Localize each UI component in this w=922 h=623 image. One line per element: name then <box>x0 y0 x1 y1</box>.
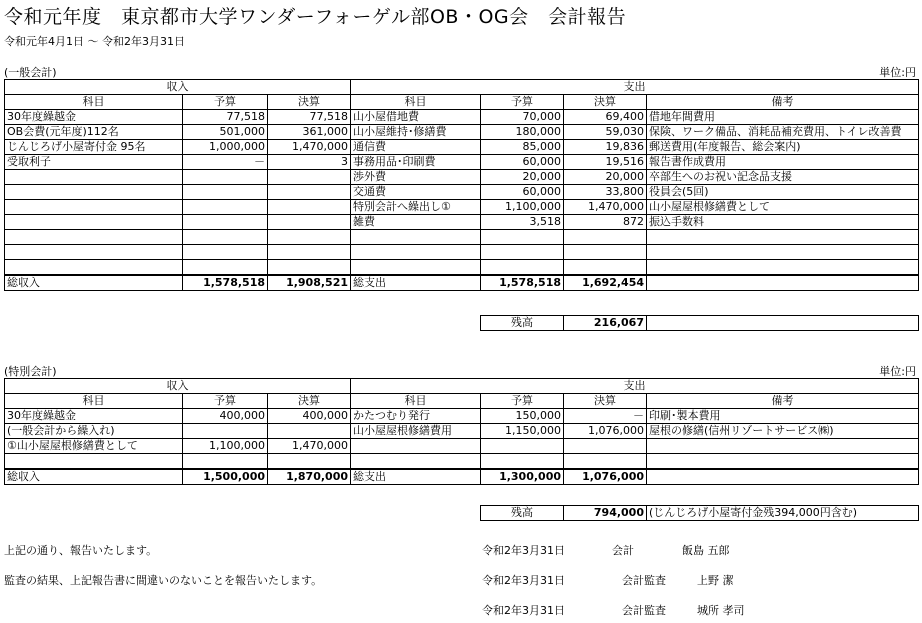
expense-actual-header: 決算 <box>564 95 647 110</box>
income-budget-cell <box>183 424 268 439</box>
general-balance-value: 216,067 <box>564 316 647 331</box>
general-balance-label: 残高 <box>481 316 564 331</box>
expense-item-header: 科目 <box>351 95 481 110</box>
income-item-cell <box>5 185 183 200</box>
special-unit-label: 単位:円 <box>879 365 916 378</box>
expense-actual-cell: 19,516 <box>564 155 647 170</box>
report-statement: 上記の通り、報告いたします。 <box>4 544 158 557</box>
note-cell <box>647 439 919 454</box>
special-total-income-budget: 1,500,000 <box>183 469 268 485</box>
income-budget-cell: 501,000 <box>183 125 268 140</box>
special-income-actual-header: 決算 <box>268 394 351 409</box>
income-budget-cell: 400,000 <box>183 409 268 424</box>
special-expense-item-header: 科目 <box>351 394 481 409</box>
table-row <box>5 170 919 185</box>
income-actual-cell <box>268 200 351 215</box>
special-expense-budget-header: 予算 <box>481 394 564 409</box>
note-cell: 報告書作成費用 <box>647 155 919 170</box>
income-item-cell <box>5 454 183 470</box>
income-item-cell <box>5 170 183 185</box>
expense-item-cell <box>351 439 481 454</box>
note-cell: 保険、ワーク備品、消耗品補充費用、トイレ改善費 <box>647 125 919 140</box>
signature-name-1: 飯島 五郎 <box>682 544 730 557</box>
income-actual-cell <box>268 170 351 185</box>
audit-statement: 監査の結果、上記報告書に間違いのないことを報告いたします。 <box>4 574 323 587</box>
expense-item-cell: 山小屋借地費 <box>351 110 481 125</box>
income-actual-cell: 1,470,000 <box>268 140 351 155</box>
note-cell: 山小屋屋根修繕費として <box>647 200 919 215</box>
special-balance-row <box>480 505 919 521</box>
income-actual-cell <box>268 424 351 439</box>
income-actual-cell <box>268 454 351 470</box>
expense-item-cell: 山小屋屋根修繕費用 <box>351 424 481 439</box>
expense-budget-cell <box>481 260 564 276</box>
table-row <box>5 454 919 470</box>
income-budget-cell <box>183 230 268 245</box>
report-period: 令和元年4月1日 ～ 令和2年3月31日 <box>4 35 185 48</box>
expense-actual-cell <box>564 245 647 260</box>
expense-budget-cell: 180,000 <box>481 125 564 140</box>
income-actual-cell: 400,000 <box>268 409 351 424</box>
expense-budget-cell: 85,000 <box>481 140 564 155</box>
table-row <box>5 230 919 245</box>
table-row <box>5 110 919 125</box>
expense-item-cell <box>351 245 481 260</box>
expense-item-cell: かたつむり発行 <box>351 409 481 424</box>
expense-budget-cell: 3,518 <box>481 215 564 230</box>
table-row <box>5 424 919 439</box>
expense-budget-cell: 60,000 <box>481 185 564 200</box>
expense-actual-cell <box>564 454 647 470</box>
table-row <box>5 409 919 424</box>
expense-item-cell: 特別会計へ繰出し① <box>351 200 481 215</box>
income-actual-cell <box>268 215 351 230</box>
note-cell <box>647 260 919 276</box>
special-balance-note: (じんじろげ小屋寄付金残394,000円含む) <box>647 506 919 521</box>
expense-item-cell: 事務用品･印刷費 <box>351 155 481 170</box>
expense-actual-cell: 33,800 <box>564 185 647 200</box>
special-total-expense-budget: 1,300,000 <box>481 469 564 485</box>
expense-actual-cell: － <box>564 409 647 424</box>
special-total-expense-label: 総支出 <box>351 469 481 485</box>
table-row <box>5 125 919 140</box>
income-item-cell: OB会費(元年度)112名 <box>5 125 183 140</box>
table-row <box>5 200 919 215</box>
special-income-item-header: 科目 <box>5 394 183 409</box>
income-item-cell: 30年度繰越金 <box>5 110 183 125</box>
general-rows <box>5 110 919 276</box>
general-account-label: (一般会計) <box>4 66 57 79</box>
expense-actual-cell: 19,836 <box>564 140 647 155</box>
expense-item-cell: 渉外費 <box>351 170 481 185</box>
note-cell: 役員会(5回) <box>647 185 919 200</box>
expense-budget-cell: 60,000 <box>481 155 564 170</box>
note-cell <box>647 454 919 470</box>
expense-actual-cell <box>564 439 647 454</box>
signature-role-2: 会計監査 <box>622 574 666 587</box>
income-budget-cell <box>183 260 268 276</box>
income-actual-cell: 361,000 <box>268 125 351 140</box>
table-row <box>5 439 919 454</box>
expense-item-cell: 山小屋維持･修繕費 <box>351 125 481 140</box>
signature-name-3: 城所 孝司 <box>697 604 745 617</box>
special-expense-actual-header: 決算 <box>564 394 647 409</box>
expense-budget-cell: 20,000 <box>481 170 564 185</box>
income-actual-cell <box>268 245 351 260</box>
income-budget-cell <box>183 170 268 185</box>
income-item-cell: 受取利子 <box>5 155 183 170</box>
general-balance-note <box>647 316 919 331</box>
income-item-header: 科目 <box>5 95 183 110</box>
income-actual-cell <box>268 185 351 200</box>
table-row <box>5 245 919 260</box>
income-header: 収入 <box>5 80 351 95</box>
income-budget-cell <box>183 215 268 230</box>
expense-item-cell: 通信費 <box>351 140 481 155</box>
income-budget-cell <box>183 454 268 470</box>
report-title: 令和元年度 東京都市大学ワンダーフォーゲル部OB・OG会 会計報告 <box>4 6 627 28</box>
special-income-budget-header: 予算 <box>183 394 268 409</box>
expense-budget-cell <box>481 230 564 245</box>
expense-item-cell <box>351 454 481 470</box>
income-budget-header: 予算 <box>183 95 268 110</box>
special-total-note <box>647 469 919 485</box>
special-note-header: 備考 <box>647 394 919 409</box>
general-balance-row <box>480 315 919 331</box>
income-item-cell <box>5 260 183 276</box>
income-item-cell: ①山小屋屋根修繕費として <box>5 439 183 454</box>
special-balance-label: 残高 <box>481 506 564 521</box>
income-item-cell: 30年度繰越金 <box>5 409 183 424</box>
note-cell <box>647 230 919 245</box>
special-total-expense-actual: 1,076,000 <box>564 469 647 485</box>
expense-actual-cell <box>564 230 647 245</box>
total-expense-label: 総支出 <box>351 275 481 291</box>
note-cell: 屋根の修繕(信州リゾートサービス㈱) <box>647 424 919 439</box>
expense-budget-cell <box>481 245 564 260</box>
expense-budget-header: 予算 <box>481 95 564 110</box>
expense-item-cell <box>351 230 481 245</box>
total-note <box>647 275 919 291</box>
income-budget-cell <box>183 245 268 260</box>
note-header: 備考 <box>647 95 919 110</box>
income-item-cell: (一般会計から繰入れ) <box>5 424 183 439</box>
signature-role-3: 会計監査 <box>622 604 666 617</box>
total-expense-actual: 1,692,454 <box>564 275 647 291</box>
income-item-cell <box>5 215 183 230</box>
signature-date-3: 令和2年3月31日 <box>482 604 565 617</box>
expense-budget-cell <box>481 454 564 470</box>
note-cell: 印刷･製本費用 <box>647 409 919 424</box>
income-budget-cell <box>183 200 268 215</box>
income-actual-header: 決算 <box>268 95 351 110</box>
income-actual-cell <box>268 260 351 276</box>
income-actual-cell: 3 <box>268 155 351 170</box>
income-item-cell <box>5 200 183 215</box>
signature-name-2: 上野 潔 <box>697 574 734 587</box>
expense-actual-cell: 872 <box>564 215 647 230</box>
expense-budget-cell: 1,150,000 <box>481 424 564 439</box>
expense-actual-cell: 1,470,000 <box>564 200 647 215</box>
note-cell: 卒部生へのお祝い記念品支援 <box>647 170 919 185</box>
special-rows <box>5 409 919 470</box>
income-item-cell <box>5 230 183 245</box>
signature-date-2: 令和2年3月31日 <box>482 574 565 587</box>
signature-date-1: 令和2年3月31日 <box>482 544 565 557</box>
expense-actual-cell: 1,076,000 <box>564 424 647 439</box>
income-budget-cell: 77,518 <box>183 110 268 125</box>
income-actual-cell <box>268 230 351 245</box>
note-cell: 振込手数料 <box>647 215 919 230</box>
expense-budget-cell: 150,000 <box>481 409 564 424</box>
special-income-header: 収入 <box>5 379 351 394</box>
special-total-income-actual: 1,870,000 <box>268 469 351 485</box>
total-income-budget: 1,578,518 <box>183 275 268 291</box>
income-budget-cell <box>183 185 268 200</box>
table-row <box>5 140 919 155</box>
expense-item-cell: 交通費 <box>351 185 481 200</box>
expense-budget-cell: 1,100,000 <box>481 200 564 215</box>
expense-actual-cell: 20,000 <box>564 170 647 185</box>
income-actual-cell: 1,470,000 <box>268 439 351 454</box>
total-expense-budget: 1,578,518 <box>481 275 564 291</box>
special-total-income-label: 総収入 <box>5 469 183 485</box>
general-total-row <box>5 275 919 291</box>
table-row <box>5 185 919 200</box>
income-budget-cell: － <box>183 155 268 170</box>
general-unit-label: 単位:円 <box>879 66 916 79</box>
signature-role-1: 会計 <box>612 544 634 557</box>
note-cell <box>647 245 919 260</box>
expense-item-cell <box>351 260 481 276</box>
special-total-row <box>5 469 919 485</box>
income-budget-cell: 1,000,000 <box>183 140 268 155</box>
income-item-cell: じんじろげ小屋寄付金 95名 <box>5 140 183 155</box>
expense-actual-cell: 69,400 <box>564 110 647 125</box>
note-cell: 郵送費用(年度報告、総会案内) <box>647 140 919 155</box>
expense-budget-cell <box>481 439 564 454</box>
special-account-table <box>4 378 919 485</box>
income-item-cell <box>5 245 183 260</box>
special-balance-value: 794,000 <box>564 506 647 521</box>
expense-header: 支出 <box>351 80 919 95</box>
expense-actual-cell <box>564 260 647 276</box>
general-account-table <box>4 79 919 291</box>
note-cell: 借地年間費用 <box>647 110 919 125</box>
total-income-label: 総収入 <box>5 275 183 291</box>
income-budget-cell: 1,100,000 <box>183 439 268 454</box>
expense-actual-cell: 59,030 <box>564 125 647 140</box>
special-expense-header: 支出 <box>351 379 919 394</box>
expense-budget-cell: 70,000 <box>481 110 564 125</box>
special-account-label: (特別会計) <box>4 365 57 378</box>
table-row <box>5 260 919 276</box>
income-actual-cell: 77,518 <box>268 110 351 125</box>
table-row <box>5 155 919 170</box>
total-income-actual: 1,908,521 <box>268 275 351 291</box>
expense-item-cell: 雑費 <box>351 215 481 230</box>
table-row <box>5 215 919 230</box>
